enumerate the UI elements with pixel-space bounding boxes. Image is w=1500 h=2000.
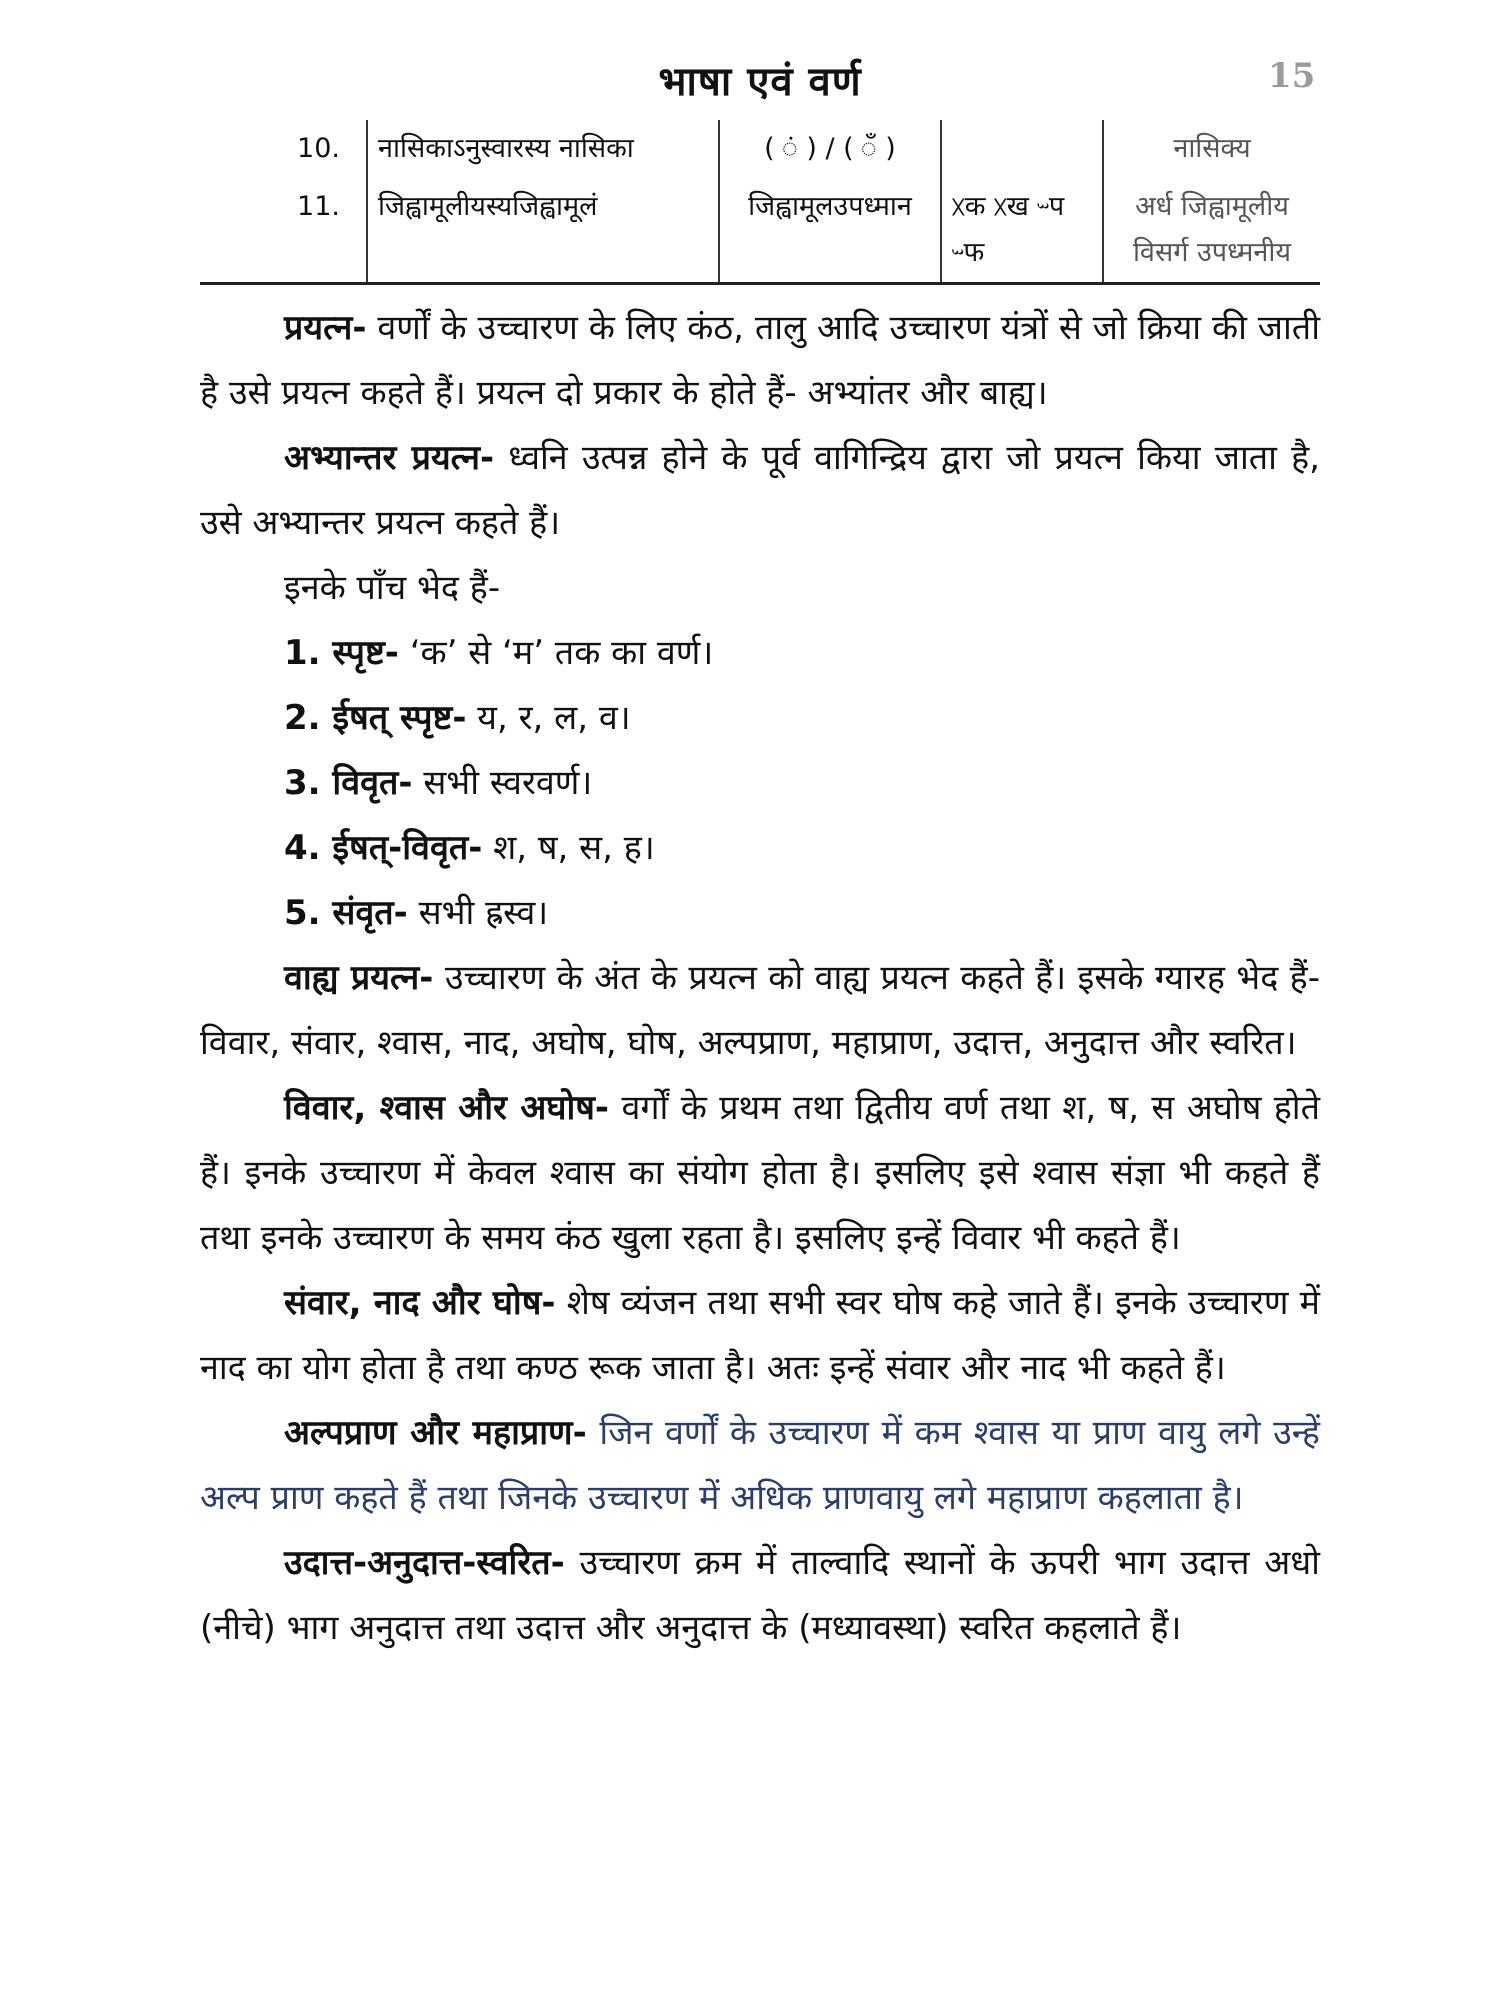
- sutra-cell: नासिकाऽनुस्वारस्य नासिका: [367, 120, 719, 178]
- type-cell: अर्ध जिह्वामूलीय विसर्ग उपध्मनीय: [1103, 178, 1320, 284]
- list-item-text: सभी स्वरवर्ण।: [412, 763, 593, 803]
- paragraph-text: ध्वनि उत्पन्न होने के पूर्व वागिन्द्रिय द्वारा जो प्रयत्न किया जाता है, उसे अभ्यान्तर प्रयत्न कहते हैं।: [200, 438, 1320, 543]
- paragraph-text: वर्गों के प्रथम तथा द्वितीय वर्ण तथा श, ष, स अघोष होते हैं। इनके उच्चारण में केवल श्वास का संयोग होता है। इसलिए इसे श्वास संज्ञा भी कहते हैं तथा इनके उच्चारण के समय कंठ खुला रहता है। इसलिए इन्हें विवार भी कहते हैं।: [200, 1088, 1320, 1258]
- term-heading: उदात्त-अनुदात्त-स्वरित-: [284, 1543, 565, 1583]
- term-heading: अभ्यान्तर प्रयत्न-: [284, 438, 495, 478]
- sutra-cell: जिह्वामूलीयस्यजिह्वामूलं: [367, 178, 719, 284]
- list-item: [200, 751, 1320, 816]
- page-number: 15: [1268, 56, 1316, 96]
- list-item-text: ‘क’ से ‘म’ तक का वर्ण।: [398, 633, 714, 673]
- list-item: [200, 816, 1320, 881]
- term-heading: अल्पप्राण और महाप्राण-: [284, 1413, 587, 1453]
- list-item-text: सभी ह्रस्व।: [407, 893, 549, 933]
- list-item: [200, 621, 1320, 686]
- term-heading: संवार, नाद और घोष-: [284, 1283, 556, 1323]
- term-heading: वाह्य प्रयत्न-: [284, 958, 434, 998]
- list-item: [200, 686, 1320, 751]
- list-item-heading: 5. संवृत-: [284, 893, 408, 933]
- paragraph-bahya: [200, 946, 1320, 1076]
- page-header-title: भाषा एवं वर्ण: [658, 59, 862, 105]
- list-item-heading: 2. ईषत् स्पृष्ट-: [284, 698, 467, 738]
- row-number: 10.: [297, 133, 340, 164]
- paragraph-udatt: [200, 1531, 1320, 1661]
- list-item: [200, 881, 1320, 946]
- sthan-name-cell: ( ं ) / ( ँ ): [719, 120, 941, 178]
- paragraph-bhed-intro: इनके पाँच भेद हैं-: [284, 568, 501, 608]
- list-item-text: य, र, ल, व।: [466, 698, 631, 738]
- sthan-name-cell: जिह्वामूलउपध्मान: [719, 178, 941, 284]
- type-cell: नासिक्य: [1103, 120, 1320, 178]
- term-heading: प्रयत्न-: [284, 308, 367, 348]
- letters-cell: ᳵक ᳵख ᳶप ᳶफ: [941, 178, 1103, 284]
- list-item-text: श, ष, स, ह।: [482, 828, 655, 868]
- body-text: [200, 296, 1320, 1661]
- paragraph-text: उच्चारण के अंत के प्रयत्न को वाह्य प्रयत्न कहते हैं। इसके ग्यारह भेद हैं- विवार, संवार, श्वास, नाद, अघोष, घोष, अल्पप्राण, महाप्राण, उदात्त, अनुदात्त और स्वरित।: [200, 958, 1321, 1063]
- paragraph-abhyantar: [200, 426, 1320, 556]
- list-item-heading: 1. स्पृष्ट-: [284, 633, 399, 673]
- pronunciation-table: [200, 120, 1320, 285]
- paragraph-text: जिन वर्णों के उच्चारण में कम श्वास या प्राण वायु लगे उन्हें अल्प प्राण कहते हैं तथा जिनके उच्चारण में अधिक प्राणवायु लगे महाप्राण कहलाता है।: [200, 1413, 1320, 1518]
- row-number: 11.: [297, 191, 340, 222]
- paragraph-vivar: [200, 1076, 1320, 1271]
- paragraph-text: शेष व्यंजन तथा सभी स्वर घोष कहे जाते हैं। इनके उच्चारण में नाद का योग होता है तथा कण्ठ रूक जाता है। अतः इन्हें संवार और नाद भी कहते हैं।: [200, 1283, 1320, 1388]
- list-item-heading: 3. विवृत-: [284, 763, 413, 803]
- letters-cell: [941, 120, 1103, 178]
- term-heading: विवार, श्वास और अघोष-: [284, 1088, 610, 1128]
- paragraph-prayatna: [200, 296, 1320, 426]
- table-row: [200, 120, 1320, 178]
- paragraph-samvar: [200, 1271, 1320, 1401]
- table-row: [200, 178, 1320, 284]
- paragraph-text: उच्चारण क्रम में ताल्वादि स्थानों के ऊपरी भाग उदात्त अधो (नीचे) भाग अनुदात्त तथा उदात्त और अनुदात्त के (मध्यावस्था) स्वरित कहलाते हैं।: [200, 1543, 1320, 1648]
- list-item-heading: 4. ईषत्-विवृत-: [284, 828, 483, 868]
- paragraph-alpaprana: [200, 1401, 1320, 1531]
- paragraph-text: वर्णों के उच्चारण के लिए कंठ, तालु आदि उच्चारण यंत्रों से जो क्रिया की जाती है उसे प्रयत्न कहते हैं। प्रयत्न दो प्रकार के होते हैं- अभ्यांतर और बाह्य।: [200, 308, 1320, 413]
